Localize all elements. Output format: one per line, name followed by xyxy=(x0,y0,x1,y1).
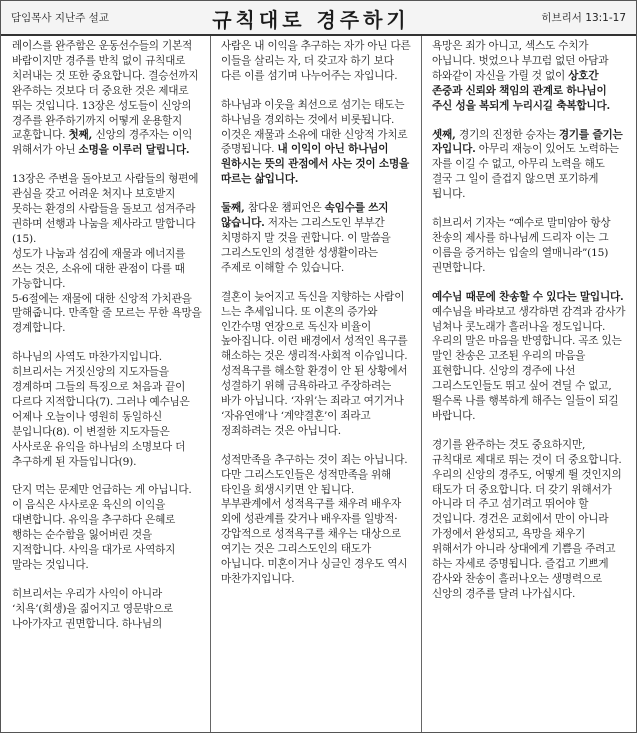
emphasis-text: 셋째, xyxy=(432,128,460,141)
emphasis-text: 경기를 즐기는 자입니다. xyxy=(432,128,623,156)
text-column-2 xyxy=(221,39,411,725)
body-text: 성적만족을 추구하는 것이 죄는 아닙니다. 다만 그리스도인들은 성적만족을 위해 타인을 희생시키면 안 됩니다. 부부관계에서 성적욕구를 채우려 배우자 외에 성관계를 갖거나 배우자를 일방적·강압적으로 성적욕구를 채우는 대상으로 여기는 것은 그리스도인의 태도가 아닙니다. 미혼이거나 싱글인 경우도 역시 마찬가지입니다. xyxy=(221,453,408,585)
body-text: 욕망은 죄가 아니고, 섹스도 수치가 아닙니다. 벗었으나 부끄럼 없던 아담과 하와같이 자신을 가릴 것 없이 xyxy=(432,40,609,82)
paragraph xyxy=(12,350,202,469)
paragraph xyxy=(221,98,411,187)
emphasis-text: 상호간 존중과 신뢰와 책임의 관계로 하나님이 주신 성을 복되게 누리시길 축복합니다. xyxy=(432,69,610,112)
body-text: 저자는 그리스도인 부부간 치명하지 말 것을 권합니다. 이 말씀을 그리스도인의 성결한 성생활이라는 주제로 이해할 수 있습니다. xyxy=(221,217,391,274)
emphasis-text: 소명을 이루러 달립니다. xyxy=(78,144,190,157)
body-text: 13장은 주변을 돌아보고 사람들의 형편에 관심을 갖고 어려운 처지나 보호받지 못하는 환경의 사람들을 돌보고 섬겨주라 권하며 선행과 나눔을 제사라고 말합니다(15). xyxy=(12,173,199,245)
body-text: 레이스를 완주함은 운동선수들의 기본적 바람이지만 경주를 반칙 없이 규칙대로 치러내는 것 또한 중요합니다. 결승선까지 완주하는 것보다 더 중요한 것은 제대로 뛰는 것입니다. 13장은 성도들이 신앙의 경주를 완주하기까지 어떻게 운용할지 교훈합니다. xyxy=(12,40,199,142)
paragraph xyxy=(432,216,626,276)
body-text: 하나님의 사역도 마찬가지입니다. 히브리서는 거짓신앙의 지도자들을 경계하며 그들의 특징으로 처음과 끝이 다르다 지적합니다(7). 그러나 예수님은 어제나 오늘이나 영원히 동일하신 분입니다(8). 이 변절한 지도자들은 사사로운 유익을 하나님의 소명보다 더 추구하게 된 자들입니다(9). xyxy=(12,351,190,468)
paragraph xyxy=(432,290,626,424)
body-text: 경기의 진정한 승자는 xyxy=(459,128,559,141)
paragraph xyxy=(432,39,626,114)
emphasis-text: 내 이익이 아닌 하나님이 원하시는 뜻의 관점에서 사는 것이 소명을 따르는 삶입니다. xyxy=(221,143,410,186)
body-text: 단지 먹는 문제만 언급하는 게 아닙니다. 이 음식은 사사로운 육신의 이익을 대변합니다. 유익을 추구하다 은혜로 행하는 순수함을 잃어버린 것을 지적합니다. 사익을 대가로 사역하지 말라는 것입니다. xyxy=(12,484,192,571)
body-text: 신앙의 경주자는 이익 위해서가 아닌 xyxy=(12,129,193,157)
body-text: 결혼이 늦어지고 독신을 지향하는 사람이 느는 추세입니다. 또 이혼의 증가와 인간수명 연장으로 독신자 비율이 높아집니다. 이런 배경에서 성적인 욕구를 해소하는 것은 생리적·사회적 이슈입니다. 성적욕구를 해소할 환경이 안 된 상황에서 성결하기 위해 금욕하라고 주장하려는 바가 아닙니다. ‘자위’는 죄라고 여기거나 ‘자유연애’나 ‘계약결혼’이 죄라고 정죄하려는 것은 아닙니다. xyxy=(221,290,408,437)
paragraph xyxy=(12,483,202,572)
page-header xyxy=(1,1,636,36)
paragraph xyxy=(12,247,202,292)
paragraph xyxy=(12,172,202,247)
body-text: 히브리서는 우리가 사익이 아니라 ‘치욕’(희생)을 짊어지고 영문밖으로 나아가자고 권면합니다. 하나님의 xyxy=(12,587,174,630)
body-text: 성도가 나눔과 섬김에 재물과 에너지를 쓰는 것은, 소유에 대한 관점이 다를 때 가능합니다. xyxy=(12,247,186,290)
paragraph xyxy=(12,292,202,337)
paragraph xyxy=(221,39,411,84)
body-text: 예수님을 바라보고 생각하면 감격과 감사가 넘쳐나 콧노래가 흘러나올 정도입니다. 우리의 말은 마음을 반영합니다. 곡조 있는 말인 찬송은 고조된 우리의 마음을 표현합니다. 신앙의 경주에 나선 그리스도인들도 뛰고 싶어 견딜 수 없고, 뛸수록 나를 행복하게 해주는 일들이 되길 바랍니다. xyxy=(432,305,626,422)
emphasis-text: 속임수를 쓰지 않습니다. xyxy=(221,202,389,230)
sermon-label: 담임목사 지난주 설교 xyxy=(11,12,109,24)
body-text: 히브리서 기자는 “예수로 말미암아 항상 찬송의 제사를 하나님께 드리자 이는 그 이름을 증거하는 입술의 열매니라”(15) 권면합니다. xyxy=(432,217,611,274)
body-text: 5-6절에는 재물에 대한 신앙적 가치관을 말해줍니다. 만족할 줄 모르는 무한 욕망을 경계합니다. xyxy=(12,292,202,335)
page-title: 규칙대로 경주하기 xyxy=(212,8,410,32)
emphasis-text: 예수님 때문에 찬송할 수 있다는 말입니다. xyxy=(432,290,624,303)
text-column-1 xyxy=(12,39,202,725)
paragraph xyxy=(221,453,411,587)
scripture-reference: 히브리서 13:1-17 xyxy=(541,12,626,24)
column-divider xyxy=(210,36,211,732)
paragraph xyxy=(12,587,202,632)
body-text: 사람은 내 이익을 추구하는 자가 아닌 다른 이들을 살리는 자, 더 갖고자 하기 보다 다른 이를 섬기며 나누어주는 자입니다. xyxy=(221,40,411,82)
body-text: 경기를 완주하는 것도 중요하지만, 규칙대로 제대로 뛰는 것이 더 중요합니다. 우리의 신앙의 경주도, 어떻게 뛸 것인지의 태도가 더 중요합니다. 더 갖기 위해서가 아니라 더 주고 섬기려고 뛰어야 할 것입니다. 경건은 교회에서 만이 아니라 가정에서 완성되고, 욕망을 채우기 위해서가 아니라 상대에게 기쁨을 주려고 하는 자세로 증명됩니다. 즐겁고 기쁘게 감사와 찬송이 흘러나오는 생명력으로 신앙의 경주를 달려 나가십시다. xyxy=(432,438,622,600)
emphasis-text: 첫째, xyxy=(68,129,96,142)
paragraph xyxy=(221,201,411,276)
body-text: 참다운 챔피언은 xyxy=(248,202,325,215)
body-text: 아무리 재능이 있어도 노력하는 자를 이길 수 없고, 아무리 노력을 해도 결국 그 일이 즐겁지 않으면 포기하게 됩니다. xyxy=(432,143,619,201)
paragraph xyxy=(221,290,411,439)
column-divider xyxy=(421,36,422,732)
paragraph xyxy=(432,438,626,602)
paragraph xyxy=(432,128,626,203)
text-column-3 xyxy=(432,39,626,725)
paragraph xyxy=(12,39,202,158)
emphasis-text: 둘째, xyxy=(221,202,249,215)
body-text: 하나님과 이웃을 최선으로 섬기는 태도는 하나님을 경외하는 것에서 비롯됩니다. 이것은 재물과 소유에 대한 신앙적 가치로 증명됩니다. xyxy=(221,98,408,156)
